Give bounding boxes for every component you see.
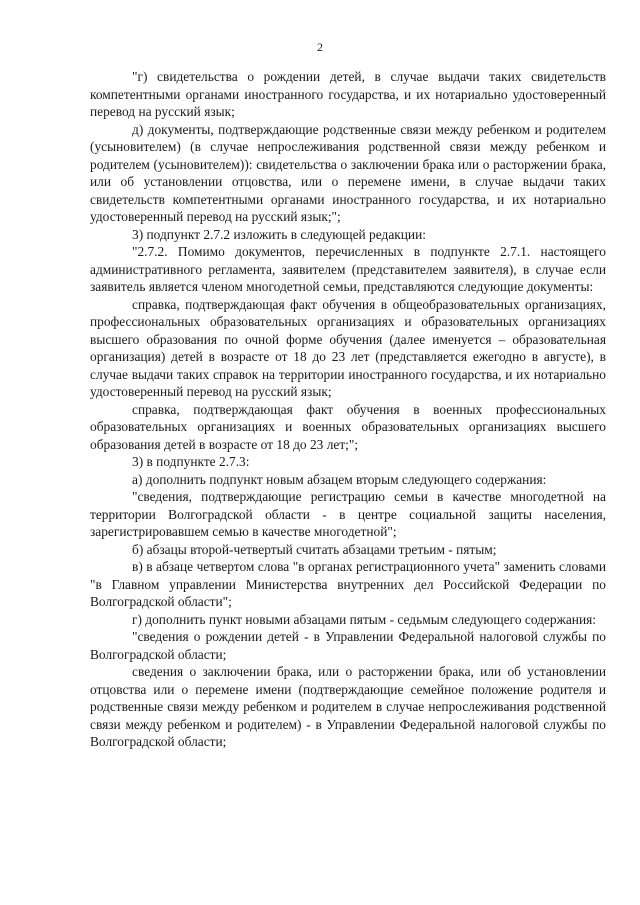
paragraph-7: 3) в подпункте 2.7.3:: [132, 454, 250, 469]
paragraph-2: д) документы, подтверждающие родственные связи между ребенком и родителем (усыновителем) (в случае непрослеживания родственной связи между ребенком и родителем (усыновителем)): свидетельства о заключении брака или о расторжении брака, или об установлении отцовства, или о перемене имени, в случае выдачи таких свидетельств компетентными органами иностранного государства, и их нотариально удостоверенный перевод на русский язык;";: [90, 121, 606, 224]
page-number: 2: [317, 40, 323, 54]
paragraph-4: "2.7.2. Помимо документов, перечисленных в подпункте 2.7.1. настоящего административного регламента, заявителем (представителем заявителя), в случае если заявитель является членом многодетной семьи, представляются следующие документы:: [90, 244, 606, 294]
paragraph-8: а) дополнить подпункт новым абзацем вторым следующего содержания:: [132, 471, 547, 487]
paragraph-9: "сведения, подтверждающие регистрацию семьи в качестве многодетной на территории Волгоградской области - в центре социальной защиты населения, зарегистрировавшем семью в качестве многодетной";: [90, 489, 606, 539]
document-body: [90, 68, 606, 751]
paragraph-3: 3) подпункт 2.7.2 изложить в следующей редакции:: [132, 226, 426, 242]
paragraph-6: справка, подтверждающая факт обучения в военных профессиональных образовательных организациях и военных образовательных организациях высшего образования детей в возрасте от 18 до 23 лет;";: [90, 401, 606, 452]
paragraph-5: справка, подтверждающая факт обучения в общеобразовательных организациях, профессиональных образовательных организациях и образовательных организациях высшего образования по очной форме обучения (далее именуется – образовательная организация) детей в возрасте от 18 до 23 лет (представляется ежегодно в августе), в случае выдачи таких справок на территории иностранного государства, и их нотариально удостоверенный перевод на русский язык;: [90, 296, 606, 399]
paragraph-1: "г) свидетельства о рождении детей, в случае выдачи таких свидетельств компетентными органами иностранного государства, и их нотариально удостоверенный перевод на русский язык;: [90, 69, 606, 119]
paragraph-11: в) в абзаце четвертом слова "в органах регистрационного учета" заменить словами "в Главном управлении Министерства внутренних дел Российской Федерации по Волгоградской области";: [90, 559, 606, 609]
paragraph-14: сведения о заключении брака, или о расторжении брака, или об установлении отцовства или о перемене имени (подтверждающие семейное положение родителя и родственные связи между ребенком и родителем в случае непрослеживания родственной связи между ребенком и родителем) - в Управлении Федеральной налоговой службы по Волгоградской области;: [90, 664, 606, 749]
paragraph-12: г) дополнить пункт новыми абзацами пятым - седьмым следующего содержания:: [132, 611, 596, 627]
paragraph-10: б) абзацы второй-четвертый считать абзацами третьим - пятым;: [132, 541, 497, 557]
paragraph-13: "сведения о рождении детей - в Управлении Федеральной налоговой службы по Волгоградской области;: [90, 629, 606, 662]
